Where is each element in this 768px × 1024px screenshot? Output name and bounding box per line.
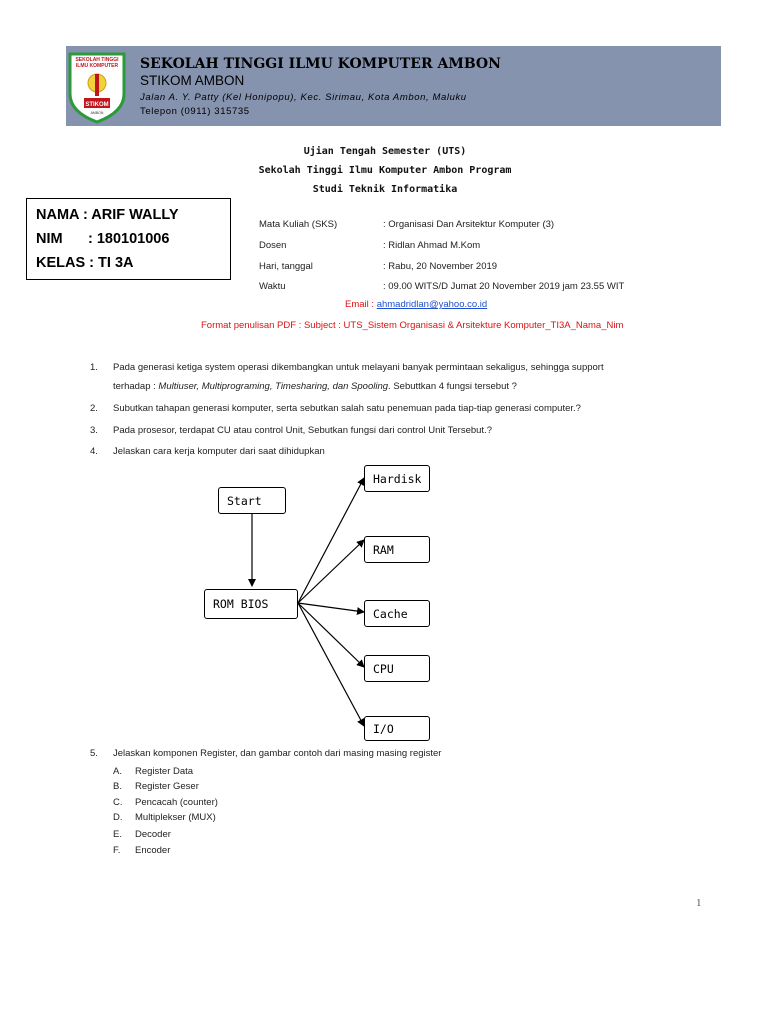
info-value-time: : 09.00 WITS/D Jumat 20 November 2019 jam 23.55 WIT: [383, 281, 625, 292]
student-class: KELAS : TI 3A: [36, 255, 134, 271]
question-number-1: 1.: [90, 362, 98, 373]
svg-text:AMBON: AMBON: [90, 111, 104, 115]
node-start: Start: [218, 487, 286, 514]
subitem-letter: E.: [113, 829, 122, 840]
question-number-3: 3.: [90, 425, 98, 436]
question-text-1: Pada generasi ketiga system operasi dikembangkan untuk melayani banyak permintaan sekaligus, sehingga support: [113, 362, 604, 373]
node-io: I/O: [364, 716, 430, 741]
subitem-text: Decoder: [135, 829, 171, 840]
subitem-letter: B.: [113, 781, 122, 792]
info-value-course: : Organisasi Dan Arsitektur Komputer (3): [383, 219, 555, 230]
node-cache: Cache: [364, 600, 430, 627]
email-label: Email :: [345, 299, 377, 310]
page-number: 1: [696, 897, 702, 909]
question-text-2: Subutkan tahapan generasi komputer, serta sebutkan salah satu penemuan pada tiap-tiap generasi computer.?: [113, 403, 581, 414]
subitem-text: Encoder: [135, 845, 171, 856]
svg-text:ILMU KOMPUTER: ILMU KOMPUTER: [75, 63, 119, 69]
student-nim-value: : 180101006: [88, 231, 170, 247]
question-number-2: 2.: [90, 403, 98, 414]
svg-text:STIKOM: STIKOM: [85, 102, 109, 108]
info-value-date: : Rabu, 20 November 2019: [383, 261, 498, 272]
subitem-letter: A.: [113, 766, 122, 777]
info-label-time: Waktu: [259, 281, 286, 292]
exam-title: Ujian Tengah Semester (UTS): [303, 146, 467, 157]
format-instruction: Format penulisan PDF : Subject : UTS_Sistem Organisasi & Arsitekture Komputer_TI3A_Nama_Nim: [201, 320, 624, 331]
info-label-date: Hari, tanggal: [259, 261, 313, 272]
node-rom-bios: ROM BIOS: [204, 589, 298, 619]
question-text-5: Jelaskan komponen Register, dan gambar contoh dari masing masing register: [113, 748, 442, 759]
subitem-text: Register Data: [135, 766, 194, 777]
node-ram: RAM: [364, 536, 430, 563]
node-hardisk: Hardisk: [364, 465, 430, 492]
question-number-4: 4.: [90, 446, 98, 457]
info-label-lecturer: Dosen: [259, 240, 287, 251]
school-name: SEKOLAH TINGGI ILMU KOMPUTER AMBON: [140, 56, 501, 72]
subitem-text: Register Geser: [135, 781, 199, 792]
svg-text:SEKOLAH TINGGI: SEKOLAH TINGGI: [75, 57, 119, 63]
question-1-suffix: . Sebuttkan 4 fungsi tersebut ?: [388, 381, 517, 392]
subitem-letter: D.: [113, 812, 123, 823]
subitem-letter: C.: [113, 797, 123, 808]
arrow-rom-to-cpu: [298, 603, 364, 667]
question-number-5: 5.: [90, 748, 98, 759]
arrow-rom-to-cache: [298, 603, 364, 612]
info-label-course: Mata Kuliah (SKS): [259, 219, 338, 230]
subitem-text: Multiplekser (MUX): [135, 812, 216, 823]
node-cpu: CPU: [364, 655, 430, 682]
email-link[interactable]: ahmadridlan@yahoo.co.id: [376, 299, 488, 310]
question-text-4: Jelaskan cara kerja komputer dari saat dihidupkan: [113, 446, 325, 457]
arrow-rom-to-hardisk: [298, 478, 364, 603]
school-short-name: STIKOM AMBON: [140, 73, 245, 88]
exam-subtitle: Sekolah Tinggi Ilmu Komputer Ambon Program: [258, 165, 512, 176]
school-phone: Telepon (0911) 315735: [140, 106, 250, 117]
arrow-rom-to-io: [298, 603, 364, 726]
subitem-letter: F.: [113, 845, 121, 856]
exam-program: Studi Teknik Informatika: [312, 184, 458, 195]
question-1-prefix: terhadap :: [113, 381, 159, 392]
question-1-italic-terms: Multiuser, Multiprograming, Timesharing, dan Spooling: [158, 381, 389, 392]
question-text-3: Pada prosesor, terdapat CU atau control Unit, Sebutkan fungsi dari control Unit Tersebut.?: [113, 425, 492, 436]
subitem-text: Pencacah (counter): [135, 797, 218, 808]
school-address: Jalan A. Y. Patty (Kel Honipopu), Kec. Sirimau, Kota Ambon, Maluku: [140, 92, 467, 103]
arrow-rom-to-ram: [298, 540, 364, 603]
student-nim-label: NIM: [36, 231, 63, 247]
student-name: NAMA : ARIF WALLY: [36, 207, 179, 223]
info-value-lecturer: : Ridlan Ahmad M.Kom: [383, 240, 481, 251]
